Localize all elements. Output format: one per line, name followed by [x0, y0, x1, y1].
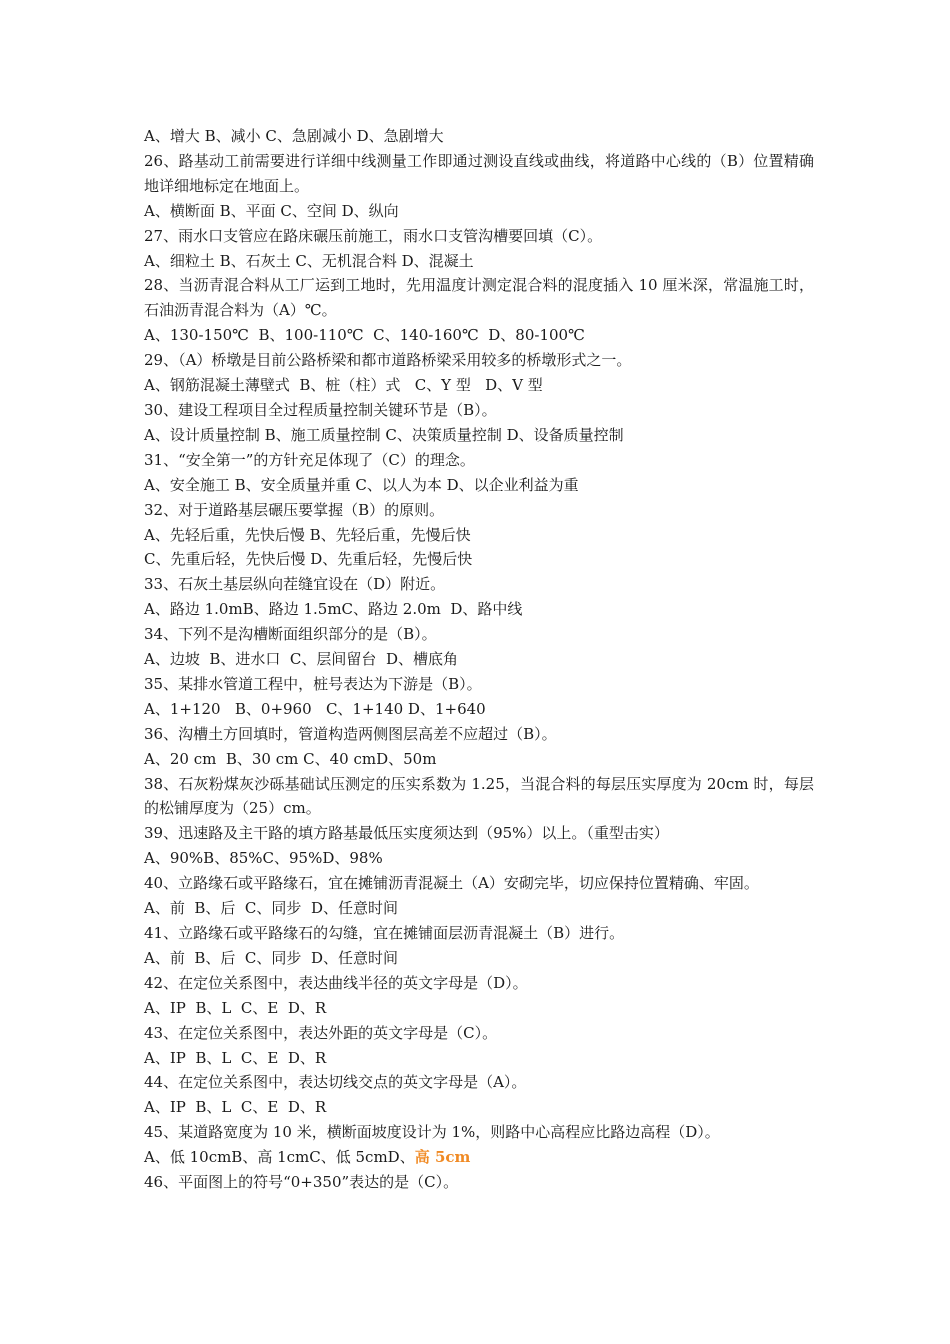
q26-options: A、横断面 B、平面 C、空间 D、纵向: [144, 201, 399, 220]
q35-text: 35、某排水管道工程中，桩号表达为下游是（B）。: [144, 674, 482, 693]
q33-text: 33、石灰土基层纵向茬缝宜设在（D）附近。: [144, 575, 446, 594]
q29-options: A、钢筋混凝土薄壁式 B、桩（柱）式 C、Y 型 D、V 型: [144, 376, 543, 395]
q31-options: A、安全施工 B、安全质量并重 C、以人为本 D、以企业利益为重: [144, 475, 579, 494]
q45-options-text: A、低 10cmB、高 1cmC、低 5cmD、: [144, 1148, 415, 1167]
document-body: [144, 124, 814, 1195]
q31-text: 31、“安全第一”的方针充足体现了（C）的理念。: [144, 450, 475, 469]
q45-options: [144, 1145, 814, 1170]
q45-text: 45、某道路宽度为 10 米，横断面坡度设计为 1%，则路中心高程应比路边高程（D）。: [144, 1123, 720, 1142]
q44-options: A、IP B、L C、E D、R: [144, 1098, 327, 1117]
q32-options-cd: C、先重后轻，先快后慢 D、先重后轻，先慢后快: [144, 550, 473, 569]
q41-text: 41、立路缘石或平路缘石的勾缝，宜在摊铺面层沥青混凝土（B）进行。: [144, 924, 625, 942]
q28-options: A、130-150℃ B、100-110℃ C、140-160℃ D、80-100℃: [144, 326, 585, 345]
q45-highlighted-answer: 高 5cm: [414, 1148, 471, 1167]
q38-text: 38、石灰粉煤灰沙砾基础试压测定的压实系数为 1.25，当混合料的每层压实厚度为 20cm 时，每层的松铺厚度为（25）cm。: [144, 774, 814, 818]
q39-options: A、90%B、85%C、95%D、98%: [144, 849, 383, 868]
q30-options: A、设计质量控制 B、施工质量控制 C、决策质量控制 D、设备质量控制: [144, 425, 624, 444]
q36-options: A、20 cm B、30 cm C、40 cmD、50m: [144, 749, 437, 768]
q34-options: A、边坡 B、进水口 C、层间留台 D、槽底角: [144, 650, 458, 669]
q35-options: A、1+120 B、0+960 C、1+140 D、1+640: [144, 699, 486, 718]
q33-options: A、路边 1.0mB、路边 1.5mC、路边 2.0m D、路中线: [144, 600, 523, 619]
q42-text: 42、在定位关系图中，表达曲线半径的英文字母是（D）。: [144, 973, 528, 992]
q27-text: 27、雨水口支管应在路床碾压前施工，雨水口支管沟槽要回填（C）。: [144, 226, 603, 245]
q44-text: 44、在定位关系图中，表达切线交点的英文字母是（A）。: [144, 1073, 527, 1092]
q29-text: 29、（A）桥墩是目前公路桥梁和都市道路桥梁采用较多的桥墩形式之一。: [144, 351, 632, 370]
q36-text: 36、沟槽土方回填时，管道构造两侧图层高差不应超过（B）。: [144, 724, 557, 743]
q43-options: A、IP B、L C、E D、R: [144, 1048, 327, 1067]
q41-options: A、前 B、后 C、同步 D、任意时间: [144, 948, 398, 967]
q39-text: 39、迅速路及主干路的填方路基最低压实度须达到（95%）以上。（重型击实）: [144, 824, 669, 843]
q27-options: A、细粒土 B、石灰土 C、无机混合料 D、混凝土: [144, 251, 474, 270]
q25-options: A、增大 B、减小 C、急剧减小 D、急剧增大: [144, 127, 444, 145]
q42-options: A、IP B、L C、E D、R: [144, 998, 327, 1017]
q46-text: 46、平面图上的符号“0+350”表达的是（C）。: [144, 1173, 459, 1192]
q32-options-ab: A、先轻后重，先快后慢 B、先轻后重，先慢后快: [144, 525, 471, 544]
q30-text: 30、建设工程项目全过程质量控制关键环节是（B）。: [144, 400, 497, 419]
q43-text: 43、在定位关系图中，表达外距的英文字母是（C）。: [144, 1023, 498, 1042]
q28-text: 28、当沥青混合料从工厂运到工地时，先用温度计测定混合料的混度插入 10 厘米深，常温施工时，石油沥青混合料为（A）℃。: [144, 276, 814, 320]
q40-text: 40、立路缘石或平路缘石，宜在摊铺沥青混凝土（A）安砌完毕，切应保持位置精确、牢固。: [144, 874, 759, 893]
q34-text: 34、下列不是沟槽断面组织部分的是（B）。: [144, 625, 437, 644]
q26-text: 26、路基动工前需要进行详细中线测量工作即通过测设直线或曲线，将道路中心线的（B）位置精确地详细地标定在地面上。: [144, 151, 814, 195]
q32-text: 32、对于道路基层碾压要掌握（B）的原则。: [144, 500, 445, 519]
q40-options: A、前 B、后 C、同步 D、任意时间: [144, 899, 398, 918]
